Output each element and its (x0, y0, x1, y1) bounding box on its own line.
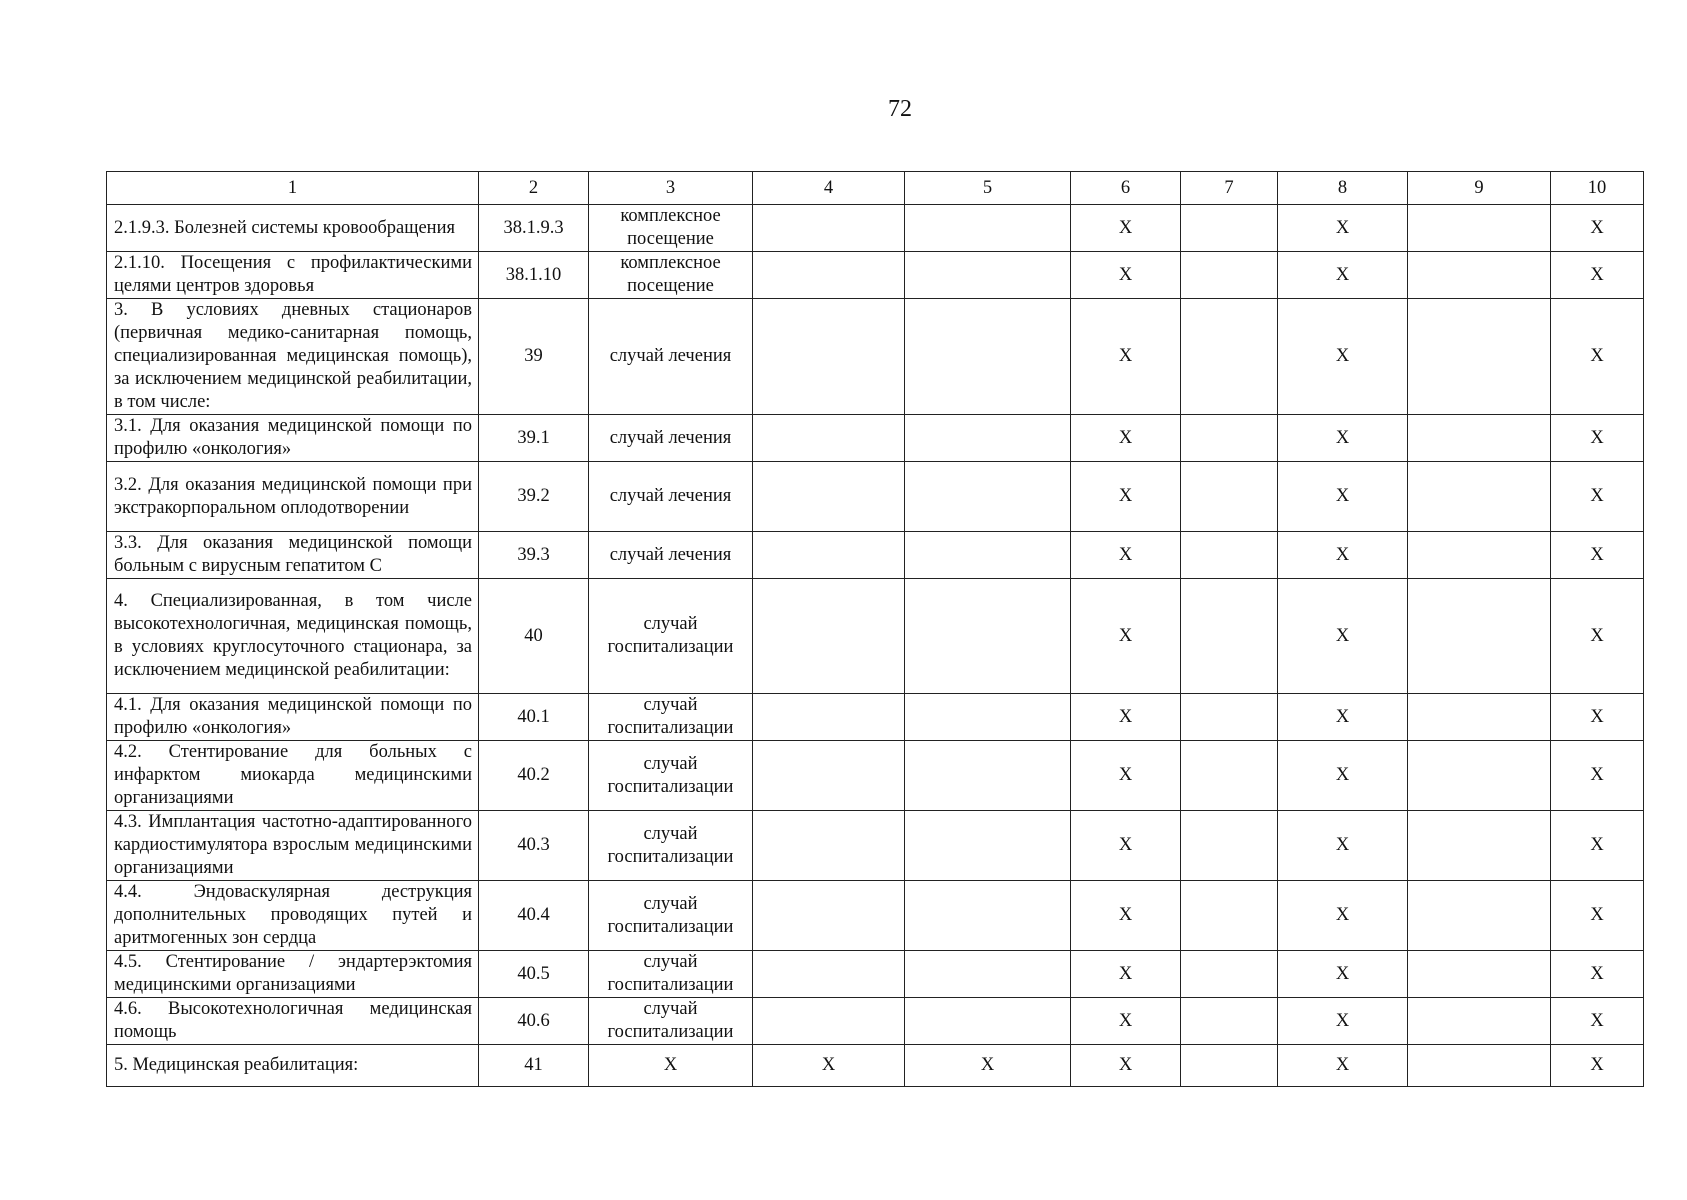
cell-col4 (753, 532, 905, 579)
cell-col10: X (1551, 532, 1644, 579)
cell-col10: X (1551, 205, 1644, 252)
cell-col8: X (1278, 415, 1408, 462)
row-unit: X (589, 1045, 753, 1087)
column-header: 9 (1408, 172, 1551, 205)
cell-col4 (753, 998, 905, 1045)
cell-col6: X (1071, 998, 1181, 1045)
cell-col9 (1408, 1045, 1551, 1087)
table-header (107, 172, 1644, 205)
cell-col7 (1181, 811, 1278, 881)
cell-col4: X (753, 1045, 905, 1087)
cell-col7 (1181, 694, 1278, 741)
cell-col7 (1181, 741, 1278, 811)
cell-col5 (905, 811, 1071, 881)
cell-col6: X (1071, 205, 1181, 252)
cell-col10: X (1551, 252, 1644, 299)
cell-col8: X (1278, 998, 1408, 1045)
column-header: 1 (107, 172, 479, 205)
cell-col9 (1408, 299, 1551, 415)
cell-col10: X (1551, 1045, 1644, 1087)
cell-col7 (1181, 462, 1278, 532)
cell-col7 (1181, 205, 1278, 252)
cell-col7 (1181, 579, 1278, 694)
column-header: 7 (1181, 172, 1278, 205)
column-header: 2 (479, 172, 589, 205)
cell-col5 (905, 252, 1071, 299)
column-header: 4 (753, 172, 905, 205)
row-code: 40.5 (479, 951, 589, 998)
cell-col9 (1408, 811, 1551, 881)
cell-col8: X (1278, 579, 1408, 694)
cell-col6: X (1071, 415, 1181, 462)
cell-col7 (1181, 415, 1278, 462)
row-unit: комплексное посещение (589, 205, 753, 252)
cell-col6: X (1071, 1045, 1181, 1087)
cell-col8: X (1278, 462, 1408, 532)
page-number: 72 (888, 96, 912, 122)
cell-col5 (905, 415, 1071, 462)
cell-col8: X (1278, 299, 1408, 415)
cell-col9 (1408, 951, 1551, 998)
row-code: 39.2 (479, 462, 589, 532)
cell-col10: X (1551, 998, 1644, 1045)
cell-col8: X (1278, 741, 1408, 811)
row-name: 4.2. Стентирование для больных с инфарктом миокарда медицинскими организациями (107, 741, 479, 811)
cell-col8: X (1278, 694, 1408, 741)
cell-col10: X (1551, 415, 1644, 462)
row-unit: случай лечения (589, 299, 753, 415)
cell-col10: X (1551, 881, 1644, 951)
cell-col10: X (1551, 951, 1644, 998)
cell-col7 (1181, 532, 1278, 579)
cell-col6: X (1071, 741, 1181, 811)
data-table (106, 171, 1644, 1087)
cell-col9 (1408, 998, 1551, 1045)
row-unit: случай госпитализации (589, 998, 753, 1045)
cell-col7 (1181, 1045, 1278, 1087)
cell-col6: X (1071, 811, 1181, 881)
cell-col8: X (1278, 205, 1408, 252)
cell-col4 (753, 299, 905, 415)
cell-col7 (1181, 998, 1278, 1045)
cell-col10: X (1551, 741, 1644, 811)
row-code: 40.3 (479, 811, 589, 881)
column-header: 3 (589, 172, 753, 205)
table-row (107, 252, 1644, 299)
row-code: 40 (479, 579, 589, 694)
row-code: 41 (479, 1045, 589, 1087)
row-unit: комплексное посещение (589, 252, 753, 299)
cell-col9 (1408, 205, 1551, 252)
table-row (107, 299, 1644, 415)
cell-col6: X (1071, 694, 1181, 741)
cell-col8: X (1278, 881, 1408, 951)
cell-col10: X (1551, 299, 1644, 415)
column-header: 8 (1278, 172, 1408, 205)
cell-col5 (905, 462, 1071, 532)
row-code: 38.1.10 (479, 252, 589, 299)
cell-col7 (1181, 252, 1278, 299)
table-row (107, 694, 1644, 741)
column-header: 6 (1071, 172, 1181, 205)
header-row (107, 172, 1644, 205)
cell-col8: X (1278, 252, 1408, 299)
table-row (107, 415, 1644, 462)
row-code: 39.3 (479, 532, 589, 579)
row-unit: случай госпитализации (589, 694, 753, 741)
cell-col5 (905, 205, 1071, 252)
cell-col5 (905, 998, 1071, 1045)
cell-col5: X (905, 1045, 1071, 1087)
cell-col9 (1408, 252, 1551, 299)
row-code: 40.2 (479, 741, 589, 811)
cell-col6: X (1071, 532, 1181, 579)
cell-col6: X (1071, 299, 1181, 415)
cell-col6: X (1071, 252, 1181, 299)
table-row (107, 1045, 1644, 1087)
cell-col6: X (1071, 462, 1181, 532)
row-name: 4.5. Стентирование / эндартерэктомия медицинскими организациями (107, 951, 479, 998)
row-name: 3.1. Для оказания медицинской помощи по профилю «онкология» (107, 415, 479, 462)
row-name: 4.3. Имплантация частотно-адаптированного кардиостимулятора взрослым медицинскими организациями (107, 811, 479, 881)
row-unit: случай госпитализации (589, 881, 753, 951)
table-row (107, 579, 1644, 694)
cell-col7 (1181, 299, 1278, 415)
row-name: 4.1. Для оказания медицинской помощи по профилю «онкология» (107, 694, 479, 741)
row-unit: случай лечения (589, 415, 753, 462)
row-name: 2.1.10. Посещения с профилактическими целями центров здоровья (107, 252, 479, 299)
row-name: 4.4. Эндоваскулярная деструкция дополнительных проводящих путей и аритмогенных зон сердца (107, 881, 479, 951)
cell-col9 (1408, 532, 1551, 579)
cell-col9 (1408, 462, 1551, 532)
cell-col4 (753, 205, 905, 252)
cell-col9 (1408, 579, 1551, 694)
cell-col4 (753, 579, 905, 694)
cell-col5 (905, 881, 1071, 951)
row-unit: случай лечения (589, 462, 753, 532)
cell-col10: X (1551, 579, 1644, 694)
row-unit: случай госпитализации (589, 579, 753, 694)
cell-col8: X (1278, 811, 1408, 881)
cell-col10: X (1551, 811, 1644, 881)
row-code: 39.1 (479, 415, 589, 462)
row-code: 40.6 (479, 998, 589, 1045)
cell-col5 (905, 951, 1071, 998)
column-header: 5 (905, 172, 1071, 205)
table-row (107, 462, 1644, 532)
row-name: 4.6. Высокотехнологичная медицинская помощь (107, 998, 479, 1045)
cell-col6: X (1071, 579, 1181, 694)
cell-col5 (905, 694, 1071, 741)
cell-col4 (753, 252, 905, 299)
cell-col7 (1181, 881, 1278, 951)
row-code: 40.1 (479, 694, 589, 741)
data-table-container (106, 171, 1643, 1087)
cell-col9 (1408, 694, 1551, 741)
cell-col8: X (1278, 1045, 1408, 1087)
cell-col4 (753, 951, 905, 998)
cell-col4 (753, 881, 905, 951)
row-code: 38.1.9.3 (479, 205, 589, 252)
table-row (107, 811, 1644, 881)
cell-col5 (905, 741, 1071, 811)
row-unit: случай госпитализации (589, 951, 753, 998)
cell-col7 (1181, 951, 1278, 998)
table-row (107, 951, 1644, 998)
cell-col8: X (1278, 951, 1408, 998)
cell-col8: X (1278, 532, 1408, 579)
row-unit: случай лечения (589, 532, 753, 579)
row-name: 2.1.9.3. Болезней системы кровообращения (107, 205, 479, 252)
row-code: 39 (479, 299, 589, 415)
cell-col10: X (1551, 694, 1644, 741)
cell-col4 (753, 741, 905, 811)
row-unit: случай госпитализации (589, 811, 753, 881)
row-code: 40.4 (479, 881, 589, 951)
row-name: 3.3. Для оказания медицинской помощи больным с вирусным гепатитом С (107, 532, 479, 579)
cell-col5 (905, 299, 1071, 415)
row-name: 5. Медицинская реабилитация: (107, 1045, 479, 1087)
row-name: 3.2. Для оказания медицинской помощи при экстракорпоральном оплодотворении (107, 462, 479, 532)
cell-col5 (905, 532, 1071, 579)
row-unit: случай госпитализации (589, 741, 753, 811)
table-row (107, 205, 1644, 252)
cell-col4 (753, 415, 905, 462)
cell-col6: X (1071, 881, 1181, 951)
cell-col9 (1408, 741, 1551, 811)
cell-col4 (753, 462, 905, 532)
table-row (107, 881, 1644, 951)
cell-col9 (1408, 415, 1551, 462)
row-name: 3. В условиях дневных стационаров (первичная медико-санитарная помощь, специализированная медицинская помощь), за исключением медицинской реабилитации, в том числе: (107, 299, 479, 415)
table-row (107, 998, 1644, 1045)
table-body (107, 205, 1644, 1087)
cell-col4 (753, 694, 905, 741)
row-name: 4. Специализированная, в том числе высокотехнологичная, медицинская помощь, в условиях круглосуточного стационара, за исключением медицинской реабилитации: (107, 579, 479, 694)
cell-col4 (753, 811, 905, 881)
column-header: 10 (1551, 172, 1644, 205)
cell-col6: X (1071, 951, 1181, 998)
cell-col5 (905, 579, 1071, 694)
cell-col10: X (1551, 462, 1644, 532)
table-row (107, 532, 1644, 579)
cell-col9 (1408, 881, 1551, 951)
table-row (107, 741, 1644, 811)
